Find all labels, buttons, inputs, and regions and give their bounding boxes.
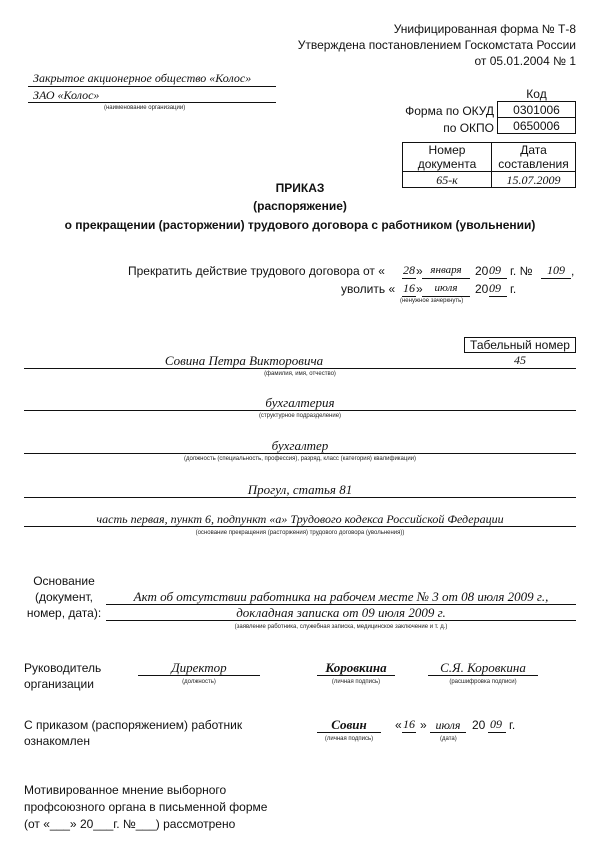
dismiss-month: июля xyxy=(434,282,458,294)
employee-name-line xyxy=(24,368,576,369)
title-sub: (распоряжение) xyxy=(253,199,347,213)
approved-by: Утверждена постановлением Госкомстата России xyxy=(297,38,576,52)
dismiss-year-prefix: 20 xyxy=(475,282,489,296)
acq-q-close: » xyxy=(420,718,427,732)
acq-day: 16 xyxy=(403,717,415,731)
dismiss-g: г. xyxy=(510,282,517,296)
department-caption: (структурное подразделение) xyxy=(258,413,342,419)
acq-g: г. xyxy=(509,718,516,732)
codes-header: Код xyxy=(498,86,576,102)
terminate-month: января xyxy=(430,264,462,276)
reason-line2: часть первая, пункт 6, подпункт «а» Трудового кодекса Российской Федерации xyxy=(96,512,504,526)
dismiss-day: 16 xyxy=(403,281,415,295)
org-line-2 xyxy=(28,102,276,103)
head-decoded: С.Я. Коровкина xyxy=(440,660,526,675)
title-main: ПРИКАЗ xyxy=(275,181,325,195)
terminate-no-label: г. № xyxy=(510,264,533,278)
union-line-1: Мотивированное мнение выборного xyxy=(24,783,227,797)
dismiss-year-line xyxy=(489,296,507,297)
basis-caption: (заявление работника, служебная записка, медицинское заключение и т. д.) xyxy=(234,624,448,630)
terminate-q: » xyxy=(416,264,423,278)
terminate-month-line xyxy=(422,278,470,279)
terminate-year-prefix: 20 xyxy=(475,264,489,278)
head-signature-line xyxy=(317,675,395,676)
acq-signature-caption: (личная подпись) xyxy=(324,736,374,742)
doc-date-header: Дата составления xyxy=(492,143,576,172)
head-position-caption: (должность) xyxy=(182,679,216,685)
reason-caption: (основание прекращения (расторжения) трудового договора (увольнения)) xyxy=(195,530,405,536)
dismiss-year: 09 xyxy=(489,281,501,295)
dismiss-month-line xyxy=(422,296,470,297)
head-label-2: организации xyxy=(24,677,94,691)
okpo-label: по ОКПО xyxy=(443,121,494,135)
tab-number-value: 45 xyxy=(465,353,576,368)
acq-q-open: « xyxy=(395,718,402,732)
basis-line-2 xyxy=(106,620,576,621)
doc-date: 15.07.2009 xyxy=(492,172,576,188)
codes-table xyxy=(497,86,576,134)
union-line-3: (от «___» 20___г. №___) рассмотрено xyxy=(24,817,236,831)
terminate-number: 109 xyxy=(547,263,565,277)
acq-label-1: С приказом (распоряжением) работник xyxy=(24,718,243,732)
dismiss-day-line xyxy=(402,296,416,297)
reason-line1-rule xyxy=(24,497,576,498)
approved-date: от 05.01.2004 № 1 xyxy=(474,54,576,68)
okpo-value: 0650006 xyxy=(498,118,576,134)
head-position-line xyxy=(138,675,260,676)
head-signature: Коровкина xyxy=(325,660,387,675)
basis-value-2: докладная записка от 09 июля 2009 г. xyxy=(236,605,446,620)
terminate-comma: , xyxy=(571,264,575,278)
acq-year: 09 xyxy=(490,717,502,731)
dismiss-text: уволить « xyxy=(341,282,396,296)
acq-label-2: ознакомлен xyxy=(24,734,90,748)
employee-name-caption: (фамилия, имя, отчество) xyxy=(264,371,336,377)
title-desc: о прекращении (расторжении) трудового договора с работником (увольнении) xyxy=(64,218,536,232)
terminate-day-line xyxy=(402,278,416,279)
dismiss-caption: (ненужное зачеркнуть) xyxy=(400,298,464,304)
head-decoded-line xyxy=(428,675,538,676)
acq-month: июля xyxy=(435,718,461,732)
head-decoded-caption: (расшифровка подписи) xyxy=(449,679,517,685)
org-caption: (наименование организации) xyxy=(104,105,186,111)
position-line xyxy=(24,453,576,454)
tab-number-label: Табельный номер xyxy=(465,338,576,353)
union-line-2: профсоюзного органа в письменной форме xyxy=(24,800,268,814)
position-caption: (должность (специальность, профессия), разряд, класс (категория) квалификации) xyxy=(183,456,417,462)
basis-label-2: (документ, xyxy=(35,590,93,604)
basis-value-1: Акт об отсутствии работника на рабочем месте № 3 от 08 июля 2009 г., xyxy=(133,589,549,604)
terminate-year: 09 xyxy=(489,263,501,277)
doc-number-header: Номер документа xyxy=(403,143,492,172)
reason-line2-rule xyxy=(24,526,576,527)
department: бухгалтерия xyxy=(265,395,335,410)
head-signature-caption: (личная подпись) xyxy=(331,679,381,685)
reason-line1: Прогул, статья 81 xyxy=(247,482,353,497)
acq-date-caption: (дата) xyxy=(440,736,457,742)
doc-number: 65-к xyxy=(403,172,492,188)
employee-name: Совина Петра Викторовича xyxy=(164,353,324,368)
tab-number-table xyxy=(464,337,576,367)
position: бухгалтер xyxy=(271,438,329,453)
dismiss-q: » xyxy=(416,282,423,296)
okud-value: 0301006 xyxy=(498,102,576,118)
org-name-short: ЗАО «Колос» xyxy=(33,88,100,102)
acq-year-prefix: 20 xyxy=(472,718,486,732)
acq-year-line xyxy=(488,732,506,733)
org-name-full: Закрытое акционерное общество «Колос» xyxy=(33,71,252,85)
acq-month-line xyxy=(430,732,466,733)
acq-signature: Совин xyxy=(331,717,367,732)
form-name: Унифицированная форма № Т-8 xyxy=(393,22,576,36)
head-position: Директор xyxy=(171,660,227,675)
terminate-text: Прекратить действие трудового договора от « xyxy=(128,264,385,278)
terminate-number-line xyxy=(541,278,571,279)
acq-signature-line xyxy=(317,732,381,733)
terminate-day: 28 xyxy=(403,263,415,277)
org-line-1 xyxy=(28,86,276,87)
department-line xyxy=(24,410,576,411)
acq-day-line xyxy=(402,732,416,733)
basis-label-1: Основание xyxy=(33,574,95,588)
okud-label: Форма по ОКУД xyxy=(405,104,494,118)
basis-label-3: номер, дата): xyxy=(26,606,102,620)
head-label-1: Руководитель xyxy=(24,661,102,675)
terminate-year-line xyxy=(489,278,507,279)
